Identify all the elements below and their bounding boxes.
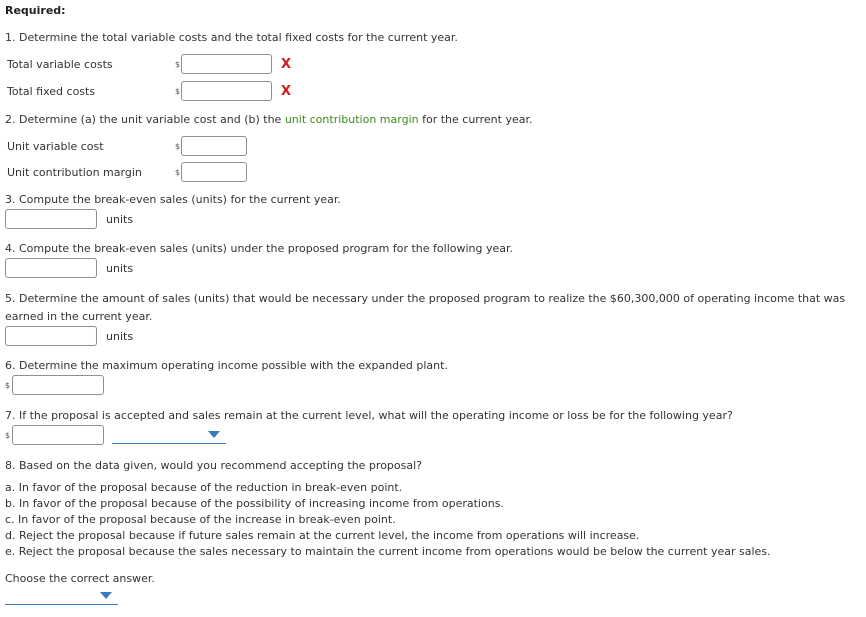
required-heading: Required:: [5, 4, 66, 17]
unit-variable-cost-input[interactable]: [181, 136, 247, 156]
unit-contribution-margin-link[interactable]: unit contribution margin: [284, 113, 419, 126]
question-5-prompt-line2: earned in the current year.: [5, 310, 153, 323]
total-fixed-costs-input[interactable]: [181, 81, 272, 101]
question-7-prompt: 7. If the proposal is accepted and sales remain at the current level, what will the operating income or loss be for the following year?: [5, 409, 733, 422]
question-2-text-pre: 2. Determine (a) the unit variable cost and (b) the: [5, 113, 285, 126]
break-even-units-current-input[interactable]: [5, 209, 97, 229]
currency-symbol: $: [175, 142, 181, 151]
units-label: units: [106, 262, 134, 275]
question-8-prompt: 8. Based on the data given, would you recommend accepting the proposal?: [5, 459, 423, 472]
question-2-prompt: [5, 113, 532, 126]
currency-symbol: $: [5, 381, 11, 390]
question-6-prompt: 6. Determine the maximum operating income possible with the expanded plant.: [5, 359, 448, 372]
chevron-down-icon: [100, 592, 112, 599]
operating-income-following-year-input[interactable]: [12, 425, 104, 445]
currency-symbol: $: [175, 60, 181, 69]
total-fixed-costs-label: Total fixed costs: [7, 85, 96, 98]
recommendation-dropdown[interactable]: [5, 590, 118, 605]
question-1-prompt: 1. Determine the total variable costs and the total fixed costs for the current year.: [5, 31, 458, 44]
unit-contribution-margin-input[interactable]: [181, 162, 247, 182]
break-even-units-proposed-input[interactable]: [5, 258, 97, 278]
option-d: d. Reject the proposal because if future sales remain at the current level, the income from operations will increase.: [5, 529, 640, 542]
incorrect-x-icon: X: [281, 57, 292, 72]
unit-variable-cost-label: Unit variable cost: [7, 140, 104, 153]
total-variable-costs-input[interactable]: [181, 54, 272, 74]
choose-answer-label: Choose the correct answer.: [5, 572, 155, 585]
currency-symbol: $: [5, 431, 11, 440]
option-b: b. In favor of the proposal because of the possibility of increasing income from operations.: [5, 497, 504, 510]
chevron-down-icon: [208, 431, 220, 438]
sales-units-required-input[interactable]: [5, 326, 97, 346]
option-c: c. In favor of the proposal because of the increase in break-even point.: [5, 513, 396, 526]
currency-symbol: $: [175, 168, 181, 177]
income-or-loss-dropdown[interactable]: [112, 429, 226, 444]
question-2-text-post: for the current year.: [418, 113, 533, 126]
max-operating-income-input[interactable]: [12, 375, 104, 395]
option-e: e. Reject the proposal because the sales necessary to maintain the current income from operations would be below the current year sales.: [5, 545, 771, 558]
total-variable-costs-label: Total variable costs: [7, 58, 113, 71]
question-5-prompt-line1: 5. Determine the amount of sales (units) that would be necessary under the proposed program to realize the $60,300,000 of operating income that was: [5, 292, 846, 305]
incorrect-x-icon: X: [281, 84, 292, 99]
option-a: a. In favor of the proposal because of the reduction in break-even point.: [5, 481, 403, 494]
unit-contribution-margin-label: Unit contribution margin: [7, 166, 142, 179]
question-4-prompt: 4. Compute the break-even sales (units) under the proposed program for the following year.: [5, 242, 514, 255]
currency-symbol: $: [175, 87, 181, 96]
question-3-prompt: 3. Compute the break-even sales (units) for the current year.: [5, 193, 341, 206]
units-label: units: [106, 330, 134, 343]
units-label: units: [106, 213, 134, 226]
